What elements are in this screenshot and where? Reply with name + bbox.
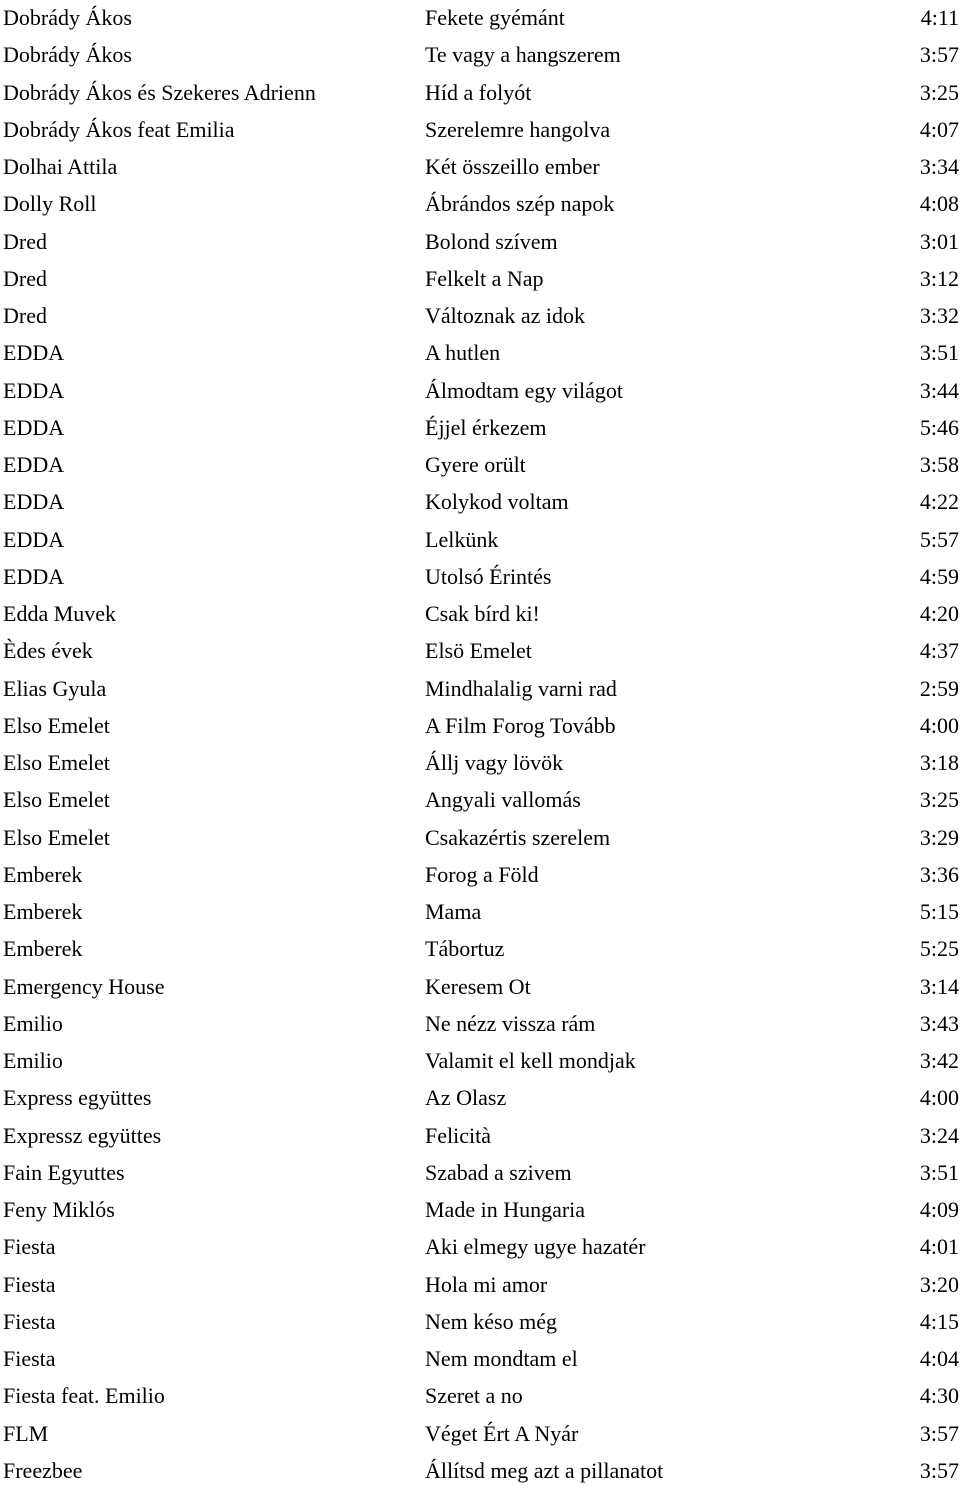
song-row (0, 446, 960, 483)
artist-name: EDDA (3, 452, 65, 477)
song-duration: 4:15 (919, 1308, 959, 1334)
song-title: Gyere orült (425, 452, 526, 477)
song-title: Made in Hungaria (425, 1197, 586, 1222)
song-duration: 3:24 (919, 1122, 959, 1148)
song-row (0, 74, 960, 111)
artist-name: Dred (3, 265, 47, 291)
song-row (0, 334, 960, 371)
song-title: Kolykod voltam (425, 489, 569, 515)
song-row (0, 1377, 960, 1414)
song-row (0, 1266, 960, 1303)
song-row (0, 595, 960, 632)
song-row (0, 1228, 960, 1265)
song-title: Forog a Föld (425, 861, 539, 887)
song-row (0, 0, 960, 36)
song-duration: 4:01 (919, 1234, 959, 1260)
song-duration: 5:25 (919, 936, 959, 962)
song-row (0, 930, 960, 967)
song-duration: 3:43 (919, 1010, 959, 1036)
song-title: Nem mondtam el (425, 1346, 578, 1371)
song-row (0, 1042, 960, 1079)
song-row (0, 968, 960, 1005)
song-row (0, 856, 960, 893)
song-row (0, 185, 960, 222)
song-duration: 4:59 (919, 563, 959, 589)
song-duration: 3:42 (919, 1048, 959, 1073)
song-title: Te vagy a hangszerem (425, 42, 621, 68)
artist-name: Expressz együttes (3, 1122, 162, 1148)
song-title: Változnak az idok (425, 303, 586, 328)
song-row (0, 111, 960, 148)
song-duration: 4:30 (919, 1383, 959, 1409)
song-row (0, 1191, 960, 1228)
artist-name: Elso Emelet (3, 712, 110, 738)
artist-name: Èdes évek (3, 638, 93, 664)
song-title: Véget Ért A Nyár (425, 1420, 579, 1446)
song-title: Mama (425, 899, 482, 924)
song-title: Éjjel érkezem (425, 414, 547, 440)
song-duration: 4:08 (919, 191, 959, 217)
song-title: Bolond szívem (425, 228, 558, 254)
artist-name: Fain Egyuttes (3, 1159, 125, 1185)
song-duration: 5:15 (919, 899, 959, 924)
artist-name: Feny Miklós (3, 1197, 115, 1222)
song-row (0, 521, 960, 558)
song-row (0, 707, 960, 744)
song-title: Állj vagy lövök (425, 750, 564, 775)
song-title: Nem késo még (425, 1308, 557, 1334)
song-title: Felicità (425, 1122, 491, 1148)
song-row (0, 632, 960, 669)
song-title: Fekete gyémánt (425, 5, 565, 30)
song-duration: 3:29 (919, 824, 959, 850)
song-title: Szerelemre hangolva (425, 116, 611, 142)
song-title: Angyali vallomás (425, 787, 581, 813)
song-title: Hola mi amor (425, 1271, 548, 1297)
song-row (0, 1452, 960, 1489)
song-row (0, 1079, 960, 1116)
song-duration: 3:51 (919, 1159, 959, 1185)
song-title: Álmodtam egy világot (425, 377, 623, 403)
song-duration: 4:07 (919, 116, 959, 142)
song-row (0, 1154, 960, 1191)
artist-name: Dobrády Ákos (3, 5, 132, 30)
song-duration: 3:58 (919, 452, 959, 477)
song-title: Valamit el kell mondjak (425, 1048, 636, 1073)
song-title: Felkelt a Nap (425, 265, 544, 291)
song-row (0, 372, 960, 409)
song-duration: 4:22 (919, 489, 959, 515)
artist-name: EDDA (3, 563, 65, 589)
song-title: Lelkünk (425, 526, 499, 552)
song-duration: 3:44 (919, 377, 959, 403)
song-title: Szabad a szivem (425, 1159, 572, 1185)
song-duration: 5:46 (919, 414, 959, 440)
song-title: A hutlen (425, 340, 501, 366)
song-title: Szeret a no (425, 1383, 523, 1409)
song-duration: 3:51 (919, 340, 959, 366)
song-row (0, 223, 960, 260)
song-title: Két összeillo ember (425, 154, 600, 179)
song-duration: 4:00 (919, 712, 959, 738)
song-duration: 3:57 (919, 1457, 959, 1483)
song-row (0, 893, 960, 930)
song-title: Aki elmegy ugye hazatér (425, 1234, 646, 1260)
artist-name: EDDA (3, 526, 65, 552)
song-duration: 3:14 (919, 973, 959, 999)
song-duration: 3:57 (919, 1420, 959, 1446)
song-title: A Film Forog Tovább (425, 712, 616, 738)
song-duration: 5:57 (919, 526, 959, 552)
artist-name: Fiesta (3, 1308, 56, 1334)
song-row (0, 1005, 960, 1042)
artist-name: EDDA (3, 489, 65, 515)
artist-name: Dobrády Ákos és Szekeres Adrienn (3, 79, 316, 105)
song-duration: 3:34 (919, 154, 959, 179)
song-duration: 4:37 (919, 638, 959, 664)
artist-name: Elias Gyula (3, 675, 107, 701)
song-title: Mindhalalig varni rad (425, 675, 617, 701)
song-duration: 4:20 (919, 601, 959, 626)
song-duration: 3:20 (919, 1271, 959, 1297)
artist-name: Dobrády Ákos (3, 42, 132, 68)
artist-name: Fiesta feat. Emilio (3, 1383, 165, 1409)
artist-name: Emilio (3, 1010, 63, 1036)
song-row (0, 148, 960, 185)
song-duration: 3:01 (919, 228, 959, 254)
song-duration: 4:04 (919, 1346, 959, 1371)
artist-name: Freezbee (3, 1457, 83, 1483)
artist-name: Dobrády Ákos feat Emilia (3, 116, 235, 142)
artist-name: FLM (3, 1420, 49, 1446)
song-duration: 4:11 (920, 5, 959, 30)
song-duration: 4:00 (919, 1085, 959, 1111)
song-row (0, 558, 960, 595)
song-duration: 3:12 (919, 265, 959, 291)
song-title: Az Olasz (425, 1085, 507, 1111)
artist-name: Dolly Roll (3, 191, 97, 217)
artist-name: Emberek (3, 899, 83, 924)
artist-name: Dolhai Attila (3, 154, 118, 179)
song-title: Utolsó Érintés (425, 563, 552, 589)
song-title: Csakazértis szerelem (425, 824, 611, 850)
artist-name: EDDA (3, 414, 65, 440)
artist-name: Emberek (3, 936, 83, 962)
song-title: Ábrándos szép napok (425, 191, 615, 217)
artist-name: EDDA (3, 377, 65, 403)
song-duration: 4:09 (919, 1197, 959, 1222)
artist-name: Emergency House (3, 973, 165, 999)
song-row (0, 409, 960, 446)
artist-name: Elso Emelet (3, 750, 110, 775)
song-row (0, 670, 960, 707)
artist-name: Elso Emelet (3, 787, 110, 813)
artist-name: Elso Emelet (3, 824, 110, 850)
song-row (0, 781, 960, 818)
song-row (0, 483, 960, 520)
song-row (0, 819, 960, 856)
song-row (0, 1303, 960, 1340)
artist-name: Emberek (3, 861, 83, 887)
song-row (0, 1415, 960, 1452)
song-row (0, 1340, 960, 1377)
artist-name: Fiesta (3, 1346, 56, 1371)
song-title: Tábortuz (425, 936, 505, 962)
artist-name: Express együttes (3, 1085, 152, 1111)
song-duration: 3:57 (919, 42, 959, 68)
artist-name: Edda Muvek (3, 601, 117, 626)
song-row (0, 1117, 960, 1154)
song-title: Híd a folyót (425, 79, 532, 105)
song-duration: 3:32 (919, 303, 959, 328)
artist-name: EDDA (3, 340, 65, 366)
song-duration: 3:25 (919, 79, 959, 105)
song-duration: 3:18 (919, 750, 959, 775)
song-title: Ne nézz vissza rám (425, 1010, 596, 1036)
song-title: Csak bírd ki! (425, 601, 540, 626)
song-duration: 3:25 (919, 787, 959, 813)
song-row (0, 36, 960, 73)
song-duration: 2:59 (919, 675, 959, 701)
song-row (0, 260, 960, 297)
song-duration: 3:36 (919, 861, 959, 887)
artist-name: Dred (3, 303, 47, 328)
song-title: Elsö Emelet (425, 638, 532, 664)
song-title: Keresem Ot (425, 973, 531, 999)
artist-name: Fiesta (3, 1271, 56, 1297)
song-row (0, 297, 960, 334)
song-title: Állítsd meg azt a pillanatot (425, 1457, 664, 1483)
artist-name: Dred (3, 228, 47, 254)
artist-name: Emilio (3, 1048, 63, 1073)
artist-name: Fiesta (3, 1234, 56, 1260)
song-row (0, 744, 960, 781)
